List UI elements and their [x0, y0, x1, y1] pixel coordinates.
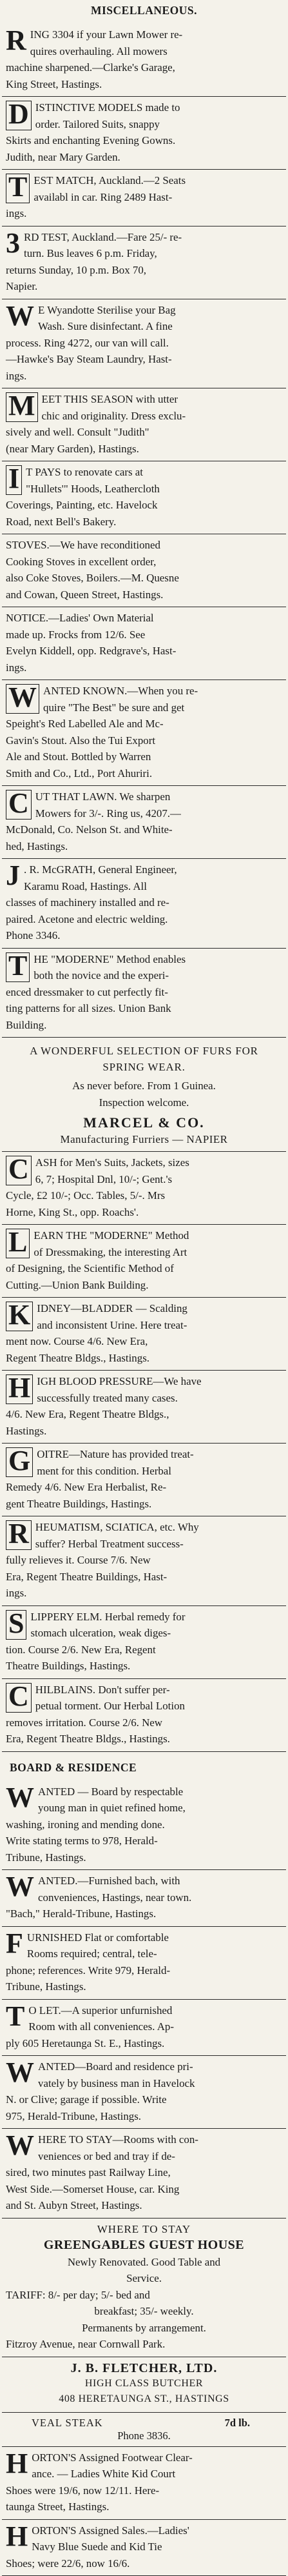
fletcher-line2: 408 HERETAUNGA ST., HASTINGS — [6, 2391, 282, 2407]
ad-text-line: Smith and Co., Ltd., Port Ahuriri. — [6, 765, 282, 782]
ad-text-line: classes of machinery installed and re- — [6, 894, 282, 911]
furs-sub: Manufacturing Furriers — NAPIER — [6, 1131, 282, 1148]
drop-capital: C — [6, 1683, 32, 1713]
ad-text-line: ings. — [6, 659, 282, 676]
drop-capital: R — [6, 1520, 32, 1550]
drop-capital: R — [6, 29, 26, 57]
ad-text-line: process. Ring 4272, our van will call. — [6, 335, 282, 352]
ad-text-line: Tribune, Hastings. — [6, 1978, 282, 1995]
ad-text-line: hed, Hastings. — [6, 838, 282, 855]
ad-text-line: washing, ironing and mending done. — [6, 1816, 282, 1833]
ad-text-line: both the novice and the experi- — [6, 967, 282, 984]
ad-text-line: petual torment. Our Herbal Lotion — [6, 1698, 282, 1715]
ad-text-line: LIPPERY ELM. Herbal remedy for — [6, 1609, 282, 1625]
ad-text-line: ANTED KNOWN.—When you re- — [6, 683, 282, 699]
veal-ad — [2, 2413, 286, 2447]
fletcher-line1: HIGH CLASS BUTCHER — [6, 2376, 282, 2391]
ad-text-line: Theatre Buildings, Hastings. — [6, 1658, 282, 1675]
greengables-l2: Service. — [6, 2270, 282, 2287]
misc-ad — [2, 949, 286, 1038]
ad-text-line: also Coke Stoves, Boilers.—M. Quesne — [6, 570, 282, 587]
ad-text-line: Skirts and enchanting Evening Gowns. — [6, 132, 282, 149]
greengables-name: GREENGABLES GUEST HOUSE — [6, 2237, 282, 2254]
drop-capital: T — [6, 2005, 24, 2033]
misc-ads-list-2 — [2, 1152, 286, 1752]
drop-capital: T — [6, 952, 30, 982]
ad-text-line: removes irritation. Course 2/6. New — [6, 1715, 282, 1731]
drop-capital: 3 — [6, 232, 20, 260]
ad-text-line: ting patterns for all sizes. Union Bank — [6, 1000, 282, 1017]
ad-text-line: Regent Theatre Bldgs., Hastings. — [6, 1350, 282, 1367]
misc-ad — [2, 859, 286, 949]
ad-text-line: and Cowan, Queen Street, Hastings. — [6, 587, 282, 603]
drop-capital: C — [6, 790, 32, 820]
ad-text-line: Write stating terms to 978, Herald- — [6, 1833, 282, 1849]
ad-text-line: Karamu Road, Hastings. All — [6, 878, 282, 895]
ad-text-line: made up. Frocks from 12/6. See — [6, 627, 282, 643]
drop-capital: F — [6, 1932, 23, 1960]
veal-item: VEAL STEAK — [32, 2417, 103, 2430]
ad-text-line: IGH BLOOD PRESSURE—We have — [6, 1373, 282, 1390]
misc-ad — [2, 1606, 286, 1679]
misc-ad — [2, 170, 286, 226]
misc-ad — [2, 461, 286, 534]
ad-text-line: —Hawke's Bay Steam Laundry, Hast- — [6, 351, 282, 368]
furs-line3: Inspection welcome. — [6, 1094, 282, 1111]
misc-ad — [2, 1371, 286, 1444]
ad-text-line: Judith, near Mary Garden. — [6, 149, 282, 166]
ad-text-line: enced dressmaker to cut perfectly fit- — [6, 984, 282, 1001]
ad-text-line: EST MATCH, Auckland.—2 Seats — [6, 172, 282, 189]
board-ads-list — [2, 1781, 286, 2219]
ad-text-line: IDNEY—BLADDER — Scalding — [6, 1300, 282, 1317]
misc-ad — [2, 97, 286, 170]
misc-ad — [2, 1444, 286, 1516]
ad-text-line: ance. — Ladies White Kid Court — [6, 2466, 282, 2482]
board-ad — [2, 2000, 286, 2057]
ad-text-line: Napier. — [6, 278, 282, 295]
drop-capital: J — [6, 864, 20, 892]
misc-ad — [2, 1516, 286, 1606]
misc-ad — [2, 1679, 286, 1752]
ad-text-line: HILBLAINS. Don't suffer per- — [6, 1682, 282, 1698]
ad-text-line: N. or Clive; garage if possible. Write — [6, 2091, 282, 2108]
misc-ad — [2, 388, 286, 461]
ad-text-line: "Hullets'" Hoods, Leathercloth — [6, 481, 282, 498]
ad-text-line: Shoes were 19/6, now 12/11. Here- — [6, 2482, 282, 2499]
board-ad — [2, 2129, 286, 2219]
ad-text-line: Shoes; were 22/6, now 16/6. — [6, 2555, 282, 2572]
ad-text-line: ANTED—Board and residence pri- — [6, 2058, 282, 2075]
ad-text-line: conveniences, Hastings, near town. — [6, 1889, 282, 1906]
drop-capital: I — [6, 465, 22, 495]
drop-capital: M — [6, 392, 38, 422]
ad-text-line: E Wyandotte Sterilise your Bag — [6, 302, 282, 319]
ad-text-line: Era, Regent Theatre Bldgs., Hastings. — [6, 1731, 282, 1747]
ad-text-line: Horne, King St., opp. Roachs'. — [6, 1204, 282, 1221]
board-ad — [2, 2056, 286, 2129]
ad-text-line: (near Mary Garden), Hastings. — [6, 441, 282, 458]
ad-text-line: Ale and Stout. Bottled by Warren — [6, 749, 282, 765]
ad-text-line: Evelyn Kiddell, opp. Redgrave's, Hast- — [6, 643, 282, 659]
veal-price: 7d lb. — [225, 2417, 250, 2430]
ad-text-line: Cooking Stoves in excellent order, — [6, 554, 282, 570]
ad-text-line: "Bach," Herald-Tribune, Hastings. — [6, 1906, 282, 1922]
misc-ad — [2, 786, 286, 859]
misc-ad — [2, 680, 286, 786]
drop-capital: G — [6, 1447, 33, 1477]
ad-text-line: Era, Regent Theatre Buildings, Hast- — [6, 1569, 282, 1585]
ad-text-line: T PAYS to renovate cars at — [6, 464, 282, 481]
ad-text-line: ings. — [6, 368, 282, 385]
ad-text-line: taunga Street, Hastings. — [6, 2499, 282, 2515]
ad-text-line: Tribune, Hastings. — [6, 1849, 282, 1866]
ad-text-line: ORTON'S Assigned Sales.—Ladies' — [6, 2522, 282, 2539]
drop-capital: D — [6, 101, 32, 130]
ad-text-line: order. Tailored Suits, snappy — [6, 116, 282, 133]
ad-text-line: ISTINCTIVE MODELS made to — [6, 99, 282, 116]
horton-ad — [2, 2447, 286, 2520]
ad-text-line: sired, two minutes past Railway Line, — [6, 2164, 282, 2181]
greengables-heading: WHERE TO STAY — [6, 2221, 282, 2238]
drop-capital: W — [6, 2061, 34, 2089]
ad-text-line: stomach ulceration, weak diges- — [6, 1625, 282, 1642]
drop-capital: W — [6, 1875, 34, 1904]
ad-text-line: Room with all conveniences. Ap- — [6, 2018, 282, 2035]
ad-text-line: young man in quiet refined home, — [6, 1800, 282, 1816]
greengables-ad — [2, 2219, 286, 2357]
ad-text-line: Wash. Sure disinfectant. A fine — [6, 318, 282, 335]
ad-text-line: King Street, Hastings. — [6, 76, 282, 93]
ad-text-line: Phone 3346. — [6, 927, 282, 944]
misc-ad — [2, 1298, 286, 1371]
ad-text-line: ings. — [6, 205, 282, 222]
ad-text-line: . R. McGRATH, General Engineer, — [6, 861, 282, 878]
ad-text-line: STOVES.—We have reconditioned — [6, 537, 282, 554]
greengables-l5: Permanents by arrangement. — [6, 2320, 282, 2337]
ad-text-line: West Side.—Somerset House, car. King — [6, 2181, 282, 2198]
ad-text-line: chic and originality. Dress exclu- — [6, 408, 282, 425]
ad-text-line: Remedy 4/6. New Era Herbalist, Re- — [6, 1479, 282, 1496]
misc-ad — [2, 1152, 286, 1225]
ad-text-line: 975, Herald-Tribune, Hastings. — [6, 2108, 282, 2125]
ad-text-line: of Designing, the Scientific Method of — [6, 1260, 282, 1277]
ad-text-line: fully relieves it. Course 7/6. New — [6, 1552, 282, 1569]
ad-text-line: suffer? Herbal Treatment success- — [6, 1536, 282, 1553]
ad-text-line: ASH for Men's Suits, Jackets, sizes — [6, 1154, 282, 1171]
ad-text-line: 4/6. New Era, Regent Theatre Bldgs., — [6, 1406, 282, 1423]
ad-text-line: of Dressmaking, the interesting Art — [6, 1244, 282, 1261]
drop-capital: L — [6, 1229, 30, 1258]
misc-ad — [2, 607, 286, 680]
ad-text-line: Mowers for 3/-. Ring us, 4207.— — [6, 805, 282, 822]
ad-text-line: Building. — [6, 1017, 282, 1034]
ad-text-line: sively and well. Consult "Judith" — [6, 424, 282, 441]
misc-ad — [2, 299, 286, 389]
ad-text-line: and inconsistent Urine. Here treat- — [6, 1317, 282, 1334]
ad-text-line: vately by business man in Havelock — [6, 2075, 282, 2092]
ad-text-line: paired. Acetone and electric welding. — [6, 911, 282, 928]
misc-ad — [2, 534, 286, 607]
ad-text-line: Coverings, Painting, etc. Havelock — [6, 497, 282, 514]
ad-text-line: returns Sunday, 10 p.m. Box 70, — [6, 262, 282, 279]
greengables-l3: TARIFF: 8/- per day; 5/- bed and — [6, 2287, 282, 2304]
board-ad — [2, 1870, 286, 1927]
veal-row — [6, 2417, 282, 2430]
classified-page — [2, 4, 286, 2542]
ad-text-line: UT THAT LAWN. We sharpen — [6, 789, 282, 805]
ad-text-line: quire "The Best" be sure and get — [6, 699, 282, 716]
ad-text-line: machine sharpened.—Clarke's Garage, — [6, 59, 282, 76]
drop-capital: H — [6, 2452, 28, 2480]
ad-text-line: veniences or bed and tray if de- — [6, 2148, 282, 2165]
ad-text-line: ings. — [6, 1585, 282, 1602]
ad-text-line: OITRE—Nature has provided treat- — [6, 1446, 282, 1463]
drop-capital: W — [6, 305, 34, 333]
ad-text-line: URNISHED Flat or comfortable — [6, 1929, 282, 1946]
ad-text-line: and St. Aubyn Street, Hastings. — [6, 2197, 282, 2214]
ad-text-line: 6, 7; Hospital Dnl, 10/-; Gent.'s — [6, 1171, 282, 1188]
section-heading-miscellaneous: MISCELLANEOUS. — [2, 4, 286, 17]
horton-ad — [2, 2520, 286, 2576]
veal-phone: Phone 3836. — [6, 2430, 282, 2442]
drop-capital: W — [6, 2134, 34, 2162]
ad-text-line: tion. Course 2/6. New Era, Regent — [6, 1642, 282, 1658]
ad-text-line: successfully treated many cases. — [6, 1390, 282, 1407]
fletcher-name: J. B. FLETCHER, LTD. — [6, 2361, 282, 2376]
ad-text-line: ply 605 Heretaunga St. E., Hastings. — [6, 2035, 282, 2052]
furs-firm: MARCEL & CO. — [6, 1114, 282, 1131]
ad-text-line: turn. Bus leaves 6 p.m. Friday, — [6, 245, 282, 262]
ad-text-line: HEUMATISM, SCIATICA, etc. Why — [6, 1519, 282, 1536]
ad-text-line: Hastings. — [6, 1423, 282, 1440]
horton-ads-list — [2, 2447, 286, 2576]
ad-text-line: phone; references. Write 979, Herald- — [6, 1962, 282, 1979]
ad-text-line: ANTED — Board by respectable — [6, 1784, 282, 1800]
drop-capital: H — [6, 2525, 28, 2553]
ad-text-line: ANTED.—Furnished bach, with — [6, 1873, 282, 1889]
misc-ad — [2, 226, 286, 299]
ad-text-line: McDonald, Co. Nelson St. and White- — [6, 821, 282, 838]
section-heading-board: BOARD & RESIDENCE — [10, 1761, 286, 1775]
ad-text-line: Cycle, £2 10/-; Occ. Tables, 5/-. Mrs — [6, 1187, 282, 1204]
ad-text-line: RD TEST, Auckland.—Fare 25/- re- — [6, 229, 282, 246]
ad-text-line: Gavin's Stout. Also the Tui Export — [6, 732, 282, 749]
furs-headline: A WONDERFUL SELECTION OF FURS FOR SPRING WEAR. — [6, 1043, 282, 1075]
ad-text-line: NOTICE.—Ladies' Own Material — [6, 610, 282, 627]
ad-text-line: EET THIS SEASON with utter — [6, 391, 282, 408]
ad-text-line: O LET.—A superior unfurnished — [6, 2002, 282, 2019]
drop-capital: C — [6, 1156, 32, 1185]
ad-text-line: gent Theatre Buildings, Hastings. — [6, 1496, 282, 1513]
ad-text-line: Rooms required; central, tele- — [6, 1946, 282, 1962]
drop-capital: H — [6, 1374, 33, 1404]
fletcher-ad — [2, 2357, 286, 2413]
furs-ad — [2, 1038, 286, 1152]
misc-ad — [2, 24, 286, 97]
ad-text-line: HERE TO STAY—Rooms with con- — [6, 2131, 282, 2148]
ad-text-line: ING 3304 if your Lawn Mower re- — [6, 26, 282, 43]
furs-line2: As never before. From 1 Guinea. — [6, 1078, 282, 1094]
ad-text-line: HE "MODERNE" Method enables — [6, 951, 282, 968]
ad-text-line: EARN THE "MODERNE" Method — [6, 1227, 282, 1244]
ad-text-line: ment for this condition. Herbal — [6, 1463, 282, 1480]
ad-text-line: ORTON'S Assigned Footwear Clear- — [6, 2450, 282, 2466]
greengables-l1: Newly Renovated. Good Table and — [6, 2254, 282, 2271]
ad-text-line: availabl in car. Ring 2489 Hast- — [6, 189, 282, 206]
drop-capital: S — [6, 1610, 26, 1640]
drop-capital: W — [6, 1786, 34, 1815]
misc-ads-list — [2, 24, 286, 1038]
ad-text-line: ment now. Course 4/6. New Era, — [6, 1333, 282, 1350]
ad-text-line: Navy Blue Suede and Kid Tie — [6, 2539, 282, 2555]
drop-capital: W — [6, 684, 39, 714]
ad-text-line: Road, next Bell's Bakery. — [6, 514, 282, 530]
ad-text-line: Speight's Red Labelled Ale and Mc- — [6, 716, 282, 732]
greengables-l6: Fitzroy Avenue, near Cornwall Park. — [6, 2336, 282, 2353]
board-ad — [2, 1927, 286, 2000]
drop-capital: T — [6, 174, 30, 203]
greengables-l4: breakfast; 35/- weekly. — [6, 2303, 282, 2320]
ad-text-line: Cutting.—Union Bank Building. — [6, 1277, 282, 1294]
drop-capital: K — [6, 1302, 33, 1331]
board-ad — [2, 1781, 286, 1871]
misc-ad — [2, 1225, 286, 1298]
ad-text-line: quires overhauling. All mowers — [6, 43, 282, 60]
